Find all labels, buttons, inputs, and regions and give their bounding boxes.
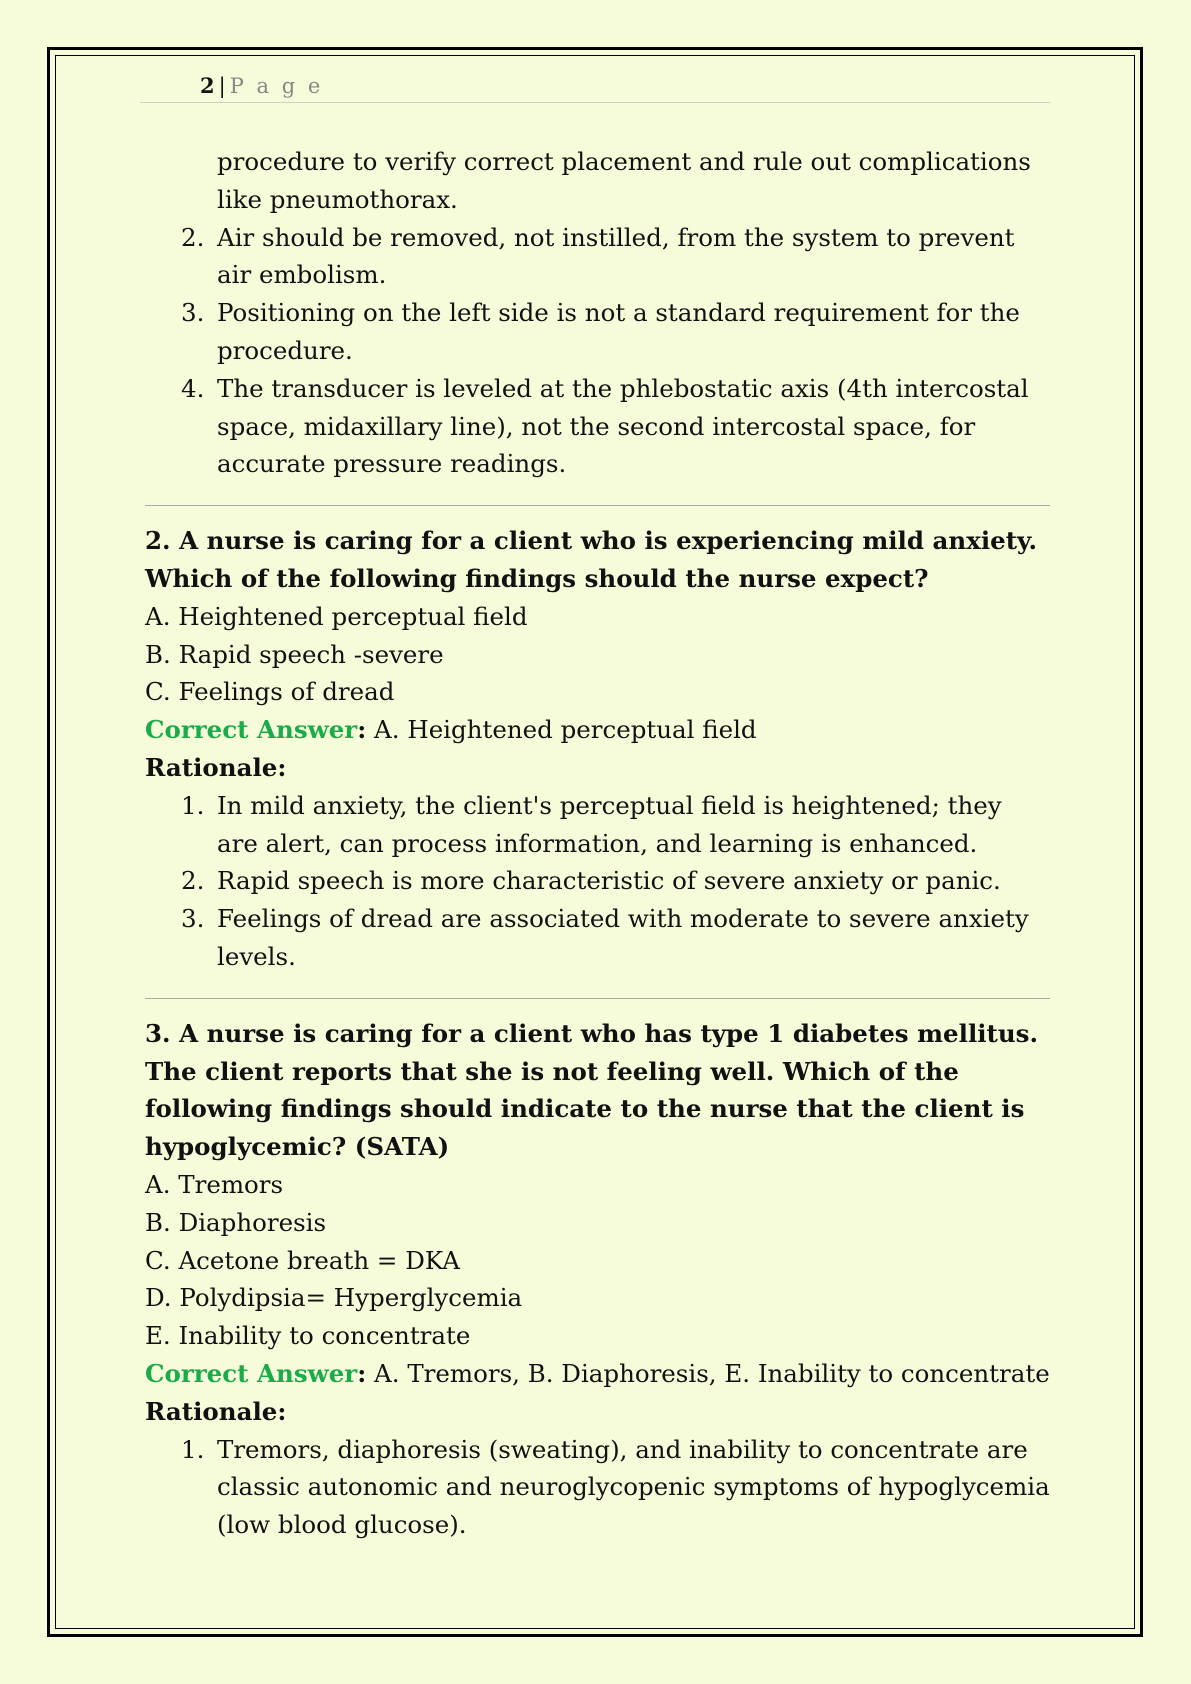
list-item: 4. The transducer is leveled at the phlebostatic axis (4th intercostal space, midaxillary line), not the second intercostal space, for accurate pressure readings. bbox=[181, 373, 1029, 479]
question-text: 2. A nurse is caring for a client who is experiencing mild anxiety. Which of the following findings should the nurse expect? bbox=[145, 526, 1037, 593]
option-e: E. Inability to concentrate bbox=[145, 1321, 471, 1351]
list-item: 1. Tremors, diaphoresis (sweating), and inability to concentrate are classic autonomic and neuroglycopenic symptoms of hypoglycemia (low blood glucose). bbox=[181, 1434, 1050, 1540]
page-word: P a g e bbox=[229, 74, 324, 98]
list-item: 1. In mild anxiety, the client's perceptual field is heightened; they are alert, can process information, and learning is enhanced. bbox=[181, 790, 1002, 858]
section-divider bbox=[145, 998, 1050, 999]
correct-answer-value: A. Heightened perceptual field bbox=[366, 715, 757, 745]
correct-answer: Correct Answer: A. Tremors, B. Diaphoresis, E. Inability to concentrate bbox=[145, 1358, 1050, 1388]
section-divider bbox=[145, 505, 1050, 506]
document-body bbox=[145, 143, 1050, 1544]
list-item: procedure to verify correct placement and rule out complications like pneumothorax. bbox=[217, 147, 1031, 214]
rationale-list bbox=[145, 1431, 1050, 1544]
rationale-heading: Rationale: bbox=[145, 1396, 287, 1426]
option-d: D. Polydipsia= Hyperglycemia bbox=[145, 1283, 523, 1313]
rationale-list bbox=[145, 787, 1050, 976]
question-3 bbox=[145, 1015, 1050, 1544]
question-2 bbox=[145, 522, 1050, 976]
option-b: B. Rapid speech -severe bbox=[145, 639, 444, 669]
correct-answer-label: Correct Answer bbox=[145, 1358, 358, 1388]
option-c: C. Acetone breath = DKA bbox=[145, 1245, 460, 1275]
continuation-list bbox=[145, 143, 1050, 483]
option-a: A. Tremors bbox=[145, 1169, 284, 1199]
option-b: B. Diaphoresis bbox=[145, 1207, 327, 1237]
correct-answer-value: A. Tremors, B. Diaphoresis, E. Inability to concentrate bbox=[366, 1358, 1050, 1388]
page-header bbox=[140, 70, 1050, 103]
rationale-heading: Rationale: bbox=[145, 752, 287, 782]
option-c: C. Feelings of dread bbox=[145, 677, 395, 707]
correct-answer: Correct Answer: A. Heightened perceptual field bbox=[145, 715, 757, 745]
list-item: 2. Rapid speech is more characteristic of severe anxiety or panic. bbox=[181, 866, 1001, 896]
header-separator: | bbox=[218, 74, 226, 98]
list-item: 3. Feelings of dread are associated with moderate to severe anxiety levels. bbox=[181, 904, 1029, 971]
option-a: A. Heightened perceptual field bbox=[145, 601, 528, 631]
list-item: 2. Air should be removed, not instilled, from the system to prevent air embolism. bbox=[181, 222, 1015, 290]
list-item: 3. Positioning on the left side is not a standard requirement for the procedure. bbox=[181, 298, 1020, 365]
page-number: 2 bbox=[200, 73, 215, 98]
correct-answer-label: Correct Answer bbox=[145, 715, 358, 745]
question-text: 3. A nurse is caring for a client who has type 1 diabetes mellitus. The client reports that she is not feeling well. Which of the following findings should indicate to the nurse that the client is hypoglycemic? (SATA) bbox=[145, 1018, 1039, 1162]
